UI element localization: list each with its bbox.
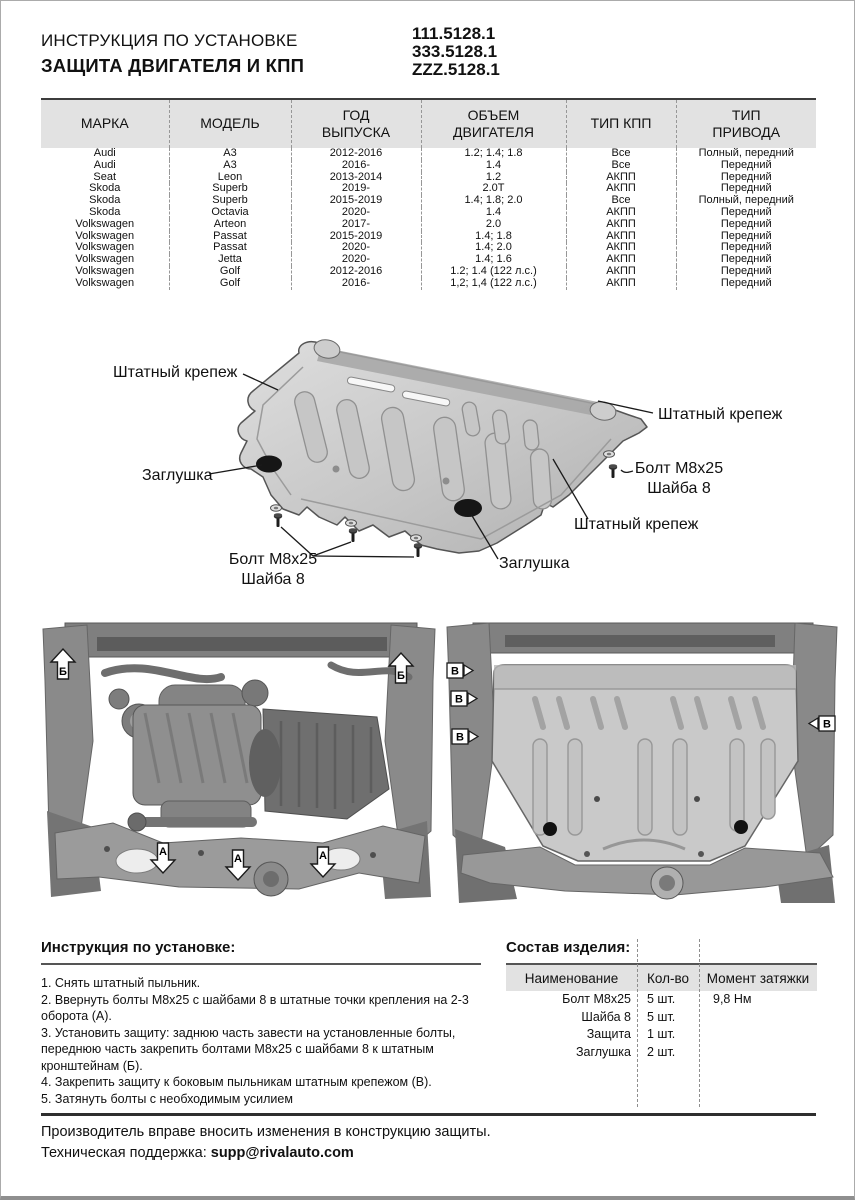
- part-number: 333.5128.1: [412, 42, 498, 61]
- cell-model: A3: [169, 148, 291, 160]
- table-row: [41, 172, 816, 184]
- svg-text:Б: Б: [59, 666, 67, 678]
- cell-drive: Передний: [676, 254, 816, 266]
- cell-drive: Передний: [676, 242, 816, 254]
- instructions-section: [41, 939, 481, 1107]
- footer-disclaimer: Производитель вправе вносить изменения в конструкцию защиты.: [41, 1124, 491, 1140]
- cell-year: 2015-2019: [291, 231, 421, 243]
- cell-brand: Skoda: [89, 206, 121, 218]
- support-email: supp@rivalauto.com: [210, 1145, 354, 1161]
- cell-engine: 1.4: [421, 207, 566, 219]
- part-qty: 1 шт.: [647, 1027, 676, 1041]
- cell-brand: Volkswagen: [75, 242, 135, 254]
- cell-engine: 2.0T: [421, 183, 566, 195]
- cell-drive: Полный, передний: [676, 195, 816, 207]
- parts-row: [506, 1009, 817, 1027]
- fitment-table-header: [41, 99, 816, 148]
- photo-underbody-after: [445, 621, 839, 907]
- cell-gearbox: АКПП: [566, 231, 676, 243]
- instruction-steps: [41, 975, 481, 1107]
- svg-text:В: В: [451, 665, 459, 678]
- col-header-model: МОДЕЛЬ: [169, 99, 291, 148]
- cell-drive: Полный, передний: [676, 148, 816, 160]
- svg-text:Б: Б: [397, 670, 405, 682]
- part-numbers: [412, 25, 500, 79]
- parts-row: [506, 1026, 817, 1044]
- instruction-step: 5. Затянуть болты с необходимым усилием: [41, 1091, 293, 1106]
- fitment-table-body: [41, 148, 816, 290]
- cell-year: 2015-2019: [291, 195, 421, 207]
- cell-engine: 1.4; 1.6: [421, 254, 566, 266]
- cell-model: Octavia: [169, 207, 291, 219]
- instruction-step: 2. Ввернуть болты М8х25 с шайбами 8 в штатные точки крепления на 2-3 оборота (А).: [41, 992, 469, 1023]
- parts-table: [506, 963, 817, 1061]
- cell-model: Jetta: [169, 254, 291, 266]
- plate-hole: [333, 466, 340, 473]
- label-plug-1: Заглушка: [142, 467, 213, 484]
- cell-engine: 1.2: [421, 172, 566, 184]
- cell-engine: 1.4; 1.8; 2.0: [421, 195, 566, 207]
- part-name: Заглушка: [575, 1044, 631, 1059]
- table-row: [41, 148, 816, 160]
- table-row: [41, 183, 816, 195]
- label-washer: Шайба 8: [241, 571, 305, 588]
- cell-brand: Volkswagen: [75, 277, 135, 289]
- plate-hole: [443, 478, 450, 485]
- cell-model: Golf: [169, 266, 291, 278]
- parts-col-qty: Кол-во: [637, 964, 699, 991]
- col-header-gearbox: ТИП КПП: [566, 99, 676, 148]
- cell-drive: Передний: [676, 172, 816, 184]
- cell-engine: 1,2; 1,4 (122 л.с.): [421, 278, 566, 290]
- cell-year: 2020-: [291, 254, 421, 266]
- parts-heading: Состав изделия:: [506, 939, 631, 956]
- cell-engine: 1.4; 1.8: [421, 231, 566, 243]
- cell-year: 2013-2014: [291, 172, 421, 184]
- table-row: [41, 278, 816, 290]
- cell-gearbox: Все: [566, 195, 676, 207]
- col-header-engine: ОБЪЕМ ДВИГАТЕЛЯ: [421, 99, 566, 148]
- cell-drive: Передний: [676, 278, 816, 290]
- cell-brand: Volkswagen: [75, 218, 135, 230]
- cell-engine: 2.0: [421, 219, 566, 231]
- part-torque: 9,8 Нм: [713, 992, 752, 1006]
- col-header-drive: ТИП ПРИВОДА: [676, 99, 816, 148]
- part-qty: 2 шт.: [647, 1044, 676, 1059]
- cell-year: 2017-: [291, 219, 421, 231]
- cell-year: 2016-: [291, 278, 421, 290]
- label-washer: Шайба 8: [647, 480, 711, 497]
- table-row: [41, 254, 816, 266]
- instructions-rule: [41, 963, 481, 965]
- cell-gearbox: АКПП: [566, 219, 676, 231]
- plug-icon: [454, 499, 482, 517]
- label-factory-fastener-1: Штатный крепеж: [113, 364, 238, 381]
- cell-year: 2012-2016: [291, 148, 421, 160]
- fitment-table: [41, 98, 816, 290]
- svg-text:А: А: [319, 850, 327, 862]
- cell-engine: 1.2; 1.4 (122 л.с.): [421, 266, 566, 278]
- svg-text:А: А: [159, 846, 167, 858]
- cell-gearbox: АКПП: [566, 172, 676, 184]
- part-torque: [699, 1044, 817, 1062]
- parts-dashed-divider: [699, 939, 700, 1107]
- parts-col-name: Наименование: [506, 964, 637, 991]
- plug-icon: [256, 456, 282, 473]
- footer: [41, 1113, 816, 1161]
- cell-gearbox: АКПП: [566, 278, 676, 290]
- parts-row: [506, 1044, 817, 1062]
- cell-drive: Передний: [676, 219, 816, 231]
- instruction-step: 4. Закрепить защиту к боковым пыльникам штатным крепежом (В).: [41, 1075, 432, 1089]
- cell-gearbox: АКПП: [566, 266, 676, 278]
- cell-model: Passat: [169, 242, 291, 254]
- cell-brand: Skoda: [89, 195, 121, 207]
- cell-engine: 1.4: [421, 160, 566, 172]
- cell-brand: Volkswagen: [75, 254, 135, 266]
- part-torque: [699, 1009, 817, 1027]
- cell-engine: 1.2; 1.4; 1.8: [421, 148, 566, 160]
- cell-year: 2012-2016: [291, 266, 421, 278]
- page-title: ЗАЩИТА ДВИГАТЕЛЯ И КПП: [41, 55, 305, 76]
- cell-year: 2016-: [291, 160, 421, 172]
- cell-model: Golf: [169, 278, 291, 290]
- cell-drive: Передний: [676, 266, 816, 278]
- table-row: [41, 219, 816, 231]
- parts-row: [506, 991, 817, 1009]
- document-subtitle: ИНСТРУКЦИЯ ПО УСТАНОВКЕ: [41, 31, 298, 50]
- footer-support-label: Техническая поддержка:: [41, 1145, 207, 1161]
- parts-section: [506, 939, 817, 1107]
- table-row: [41, 195, 816, 207]
- part-qty: 5 шт.: [647, 1009, 676, 1024]
- svg-text:А: А: [234, 853, 242, 865]
- parts-col-torque: Момент затяжки: [699, 964, 817, 991]
- cell-drive: Передний: [676, 183, 816, 195]
- table-row: [41, 160, 816, 172]
- cell-brand: Audi: [93, 159, 116, 171]
- col-header-year: ГОД ВЫПУСКА: [291, 99, 421, 148]
- cell-brand: Skoda: [89, 183, 121, 195]
- part-name: Шайба 8: [581, 1009, 631, 1024]
- svg-text:В: В: [455, 693, 463, 706]
- cell-brand: Audi: [93, 148, 116, 159]
- cell-drive: Передний: [676, 207, 816, 219]
- table-row: [41, 207, 816, 219]
- cell-year: 2020-: [291, 207, 421, 219]
- cell-model: Passat: [169, 231, 291, 243]
- instruction-step: 1. Снять штатный пыльник.: [41, 976, 201, 990]
- label-factory-fastener-2: Штатный крепеж: [658, 406, 783, 423]
- cell-model: Arteon: [169, 219, 291, 231]
- cell-engine: 1.4; 2.0: [421, 242, 566, 254]
- cell-model: Leon: [169, 172, 291, 184]
- cell-gearbox: АКПП: [566, 254, 676, 266]
- cell-year: 2020-: [291, 242, 421, 254]
- cell-model: Superb: [169, 183, 291, 195]
- cell-gearbox: АКПП: [566, 242, 676, 254]
- shield-diagram: [1, 319, 855, 611]
- parts-dashed-divider: [637, 939, 638, 1107]
- instruction-step: 3. Установить защиту: заднюю часть завести на установленные болты, переднюю часть закрепить болтами М8х25 с шайбами 8 к штатным кронштейнам (Б).: [41, 1025, 456, 1073]
- cell-gearbox: Все: [566, 160, 676, 172]
- cell-brand: Volkswagen: [75, 230, 135, 242]
- cell-drive: Передний: [676, 231, 816, 243]
- label-bolt-washer-bottom: [213, 550, 333, 590]
- table-row: [41, 266, 816, 278]
- label-plug-2: Заглушка: [499, 555, 570, 572]
- photo-underbody-before: [41, 621, 437, 907]
- cell-gearbox: АКПП: [566, 207, 676, 219]
- cell-gearbox: АКПП: [566, 183, 676, 195]
- footer-support: [41, 1145, 816, 1161]
- cell-model: A3: [169, 160, 291, 172]
- cell-brand: Seat: [93, 171, 117, 183]
- svg-text:В: В: [823, 718, 831, 731]
- instructions-heading: Инструкция по установке:: [41, 939, 236, 956]
- cell-year: 2019-: [291, 183, 421, 195]
- part-number: ZZZ.5128.1: [412, 60, 500, 79]
- cell-drive: Передний: [676, 160, 816, 172]
- cell-gearbox: Все: [566, 148, 676, 160]
- part-qty: 5 шт.: [647, 992, 676, 1006]
- label-bolt-washer-right: [631, 459, 727, 499]
- table-row: [41, 231, 816, 243]
- install-photos: [1, 621, 855, 907]
- part-torque: [699, 1026, 817, 1044]
- label-bolt: Болт М8х25: [634, 460, 724, 477]
- cell-brand: Volkswagen: [75, 265, 135, 277]
- underbody-shield-art: [447, 623, 837, 903]
- label-bolt: Болт М8х25: [228, 551, 318, 568]
- col-header-brand: МАРКА: [41, 99, 169, 148]
- footer-rule: [41, 1113, 816, 1116]
- document-title-block: [41, 31, 304, 77]
- part-name: Защита: [586, 1027, 631, 1041]
- label-factory-fastener-3: Штатный крепеж: [574, 516, 699, 533]
- cell-model: Superb: [169, 195, 291, 207]
- svg-text:В: В: [456, 731, 464, 744]
- table-row: [41, 242, 816, 254]
- part-name: Болт М8х25: [562, 992, 631, 1006]
- part-number: 111.5128.1: [412, 24, 496, 43]
